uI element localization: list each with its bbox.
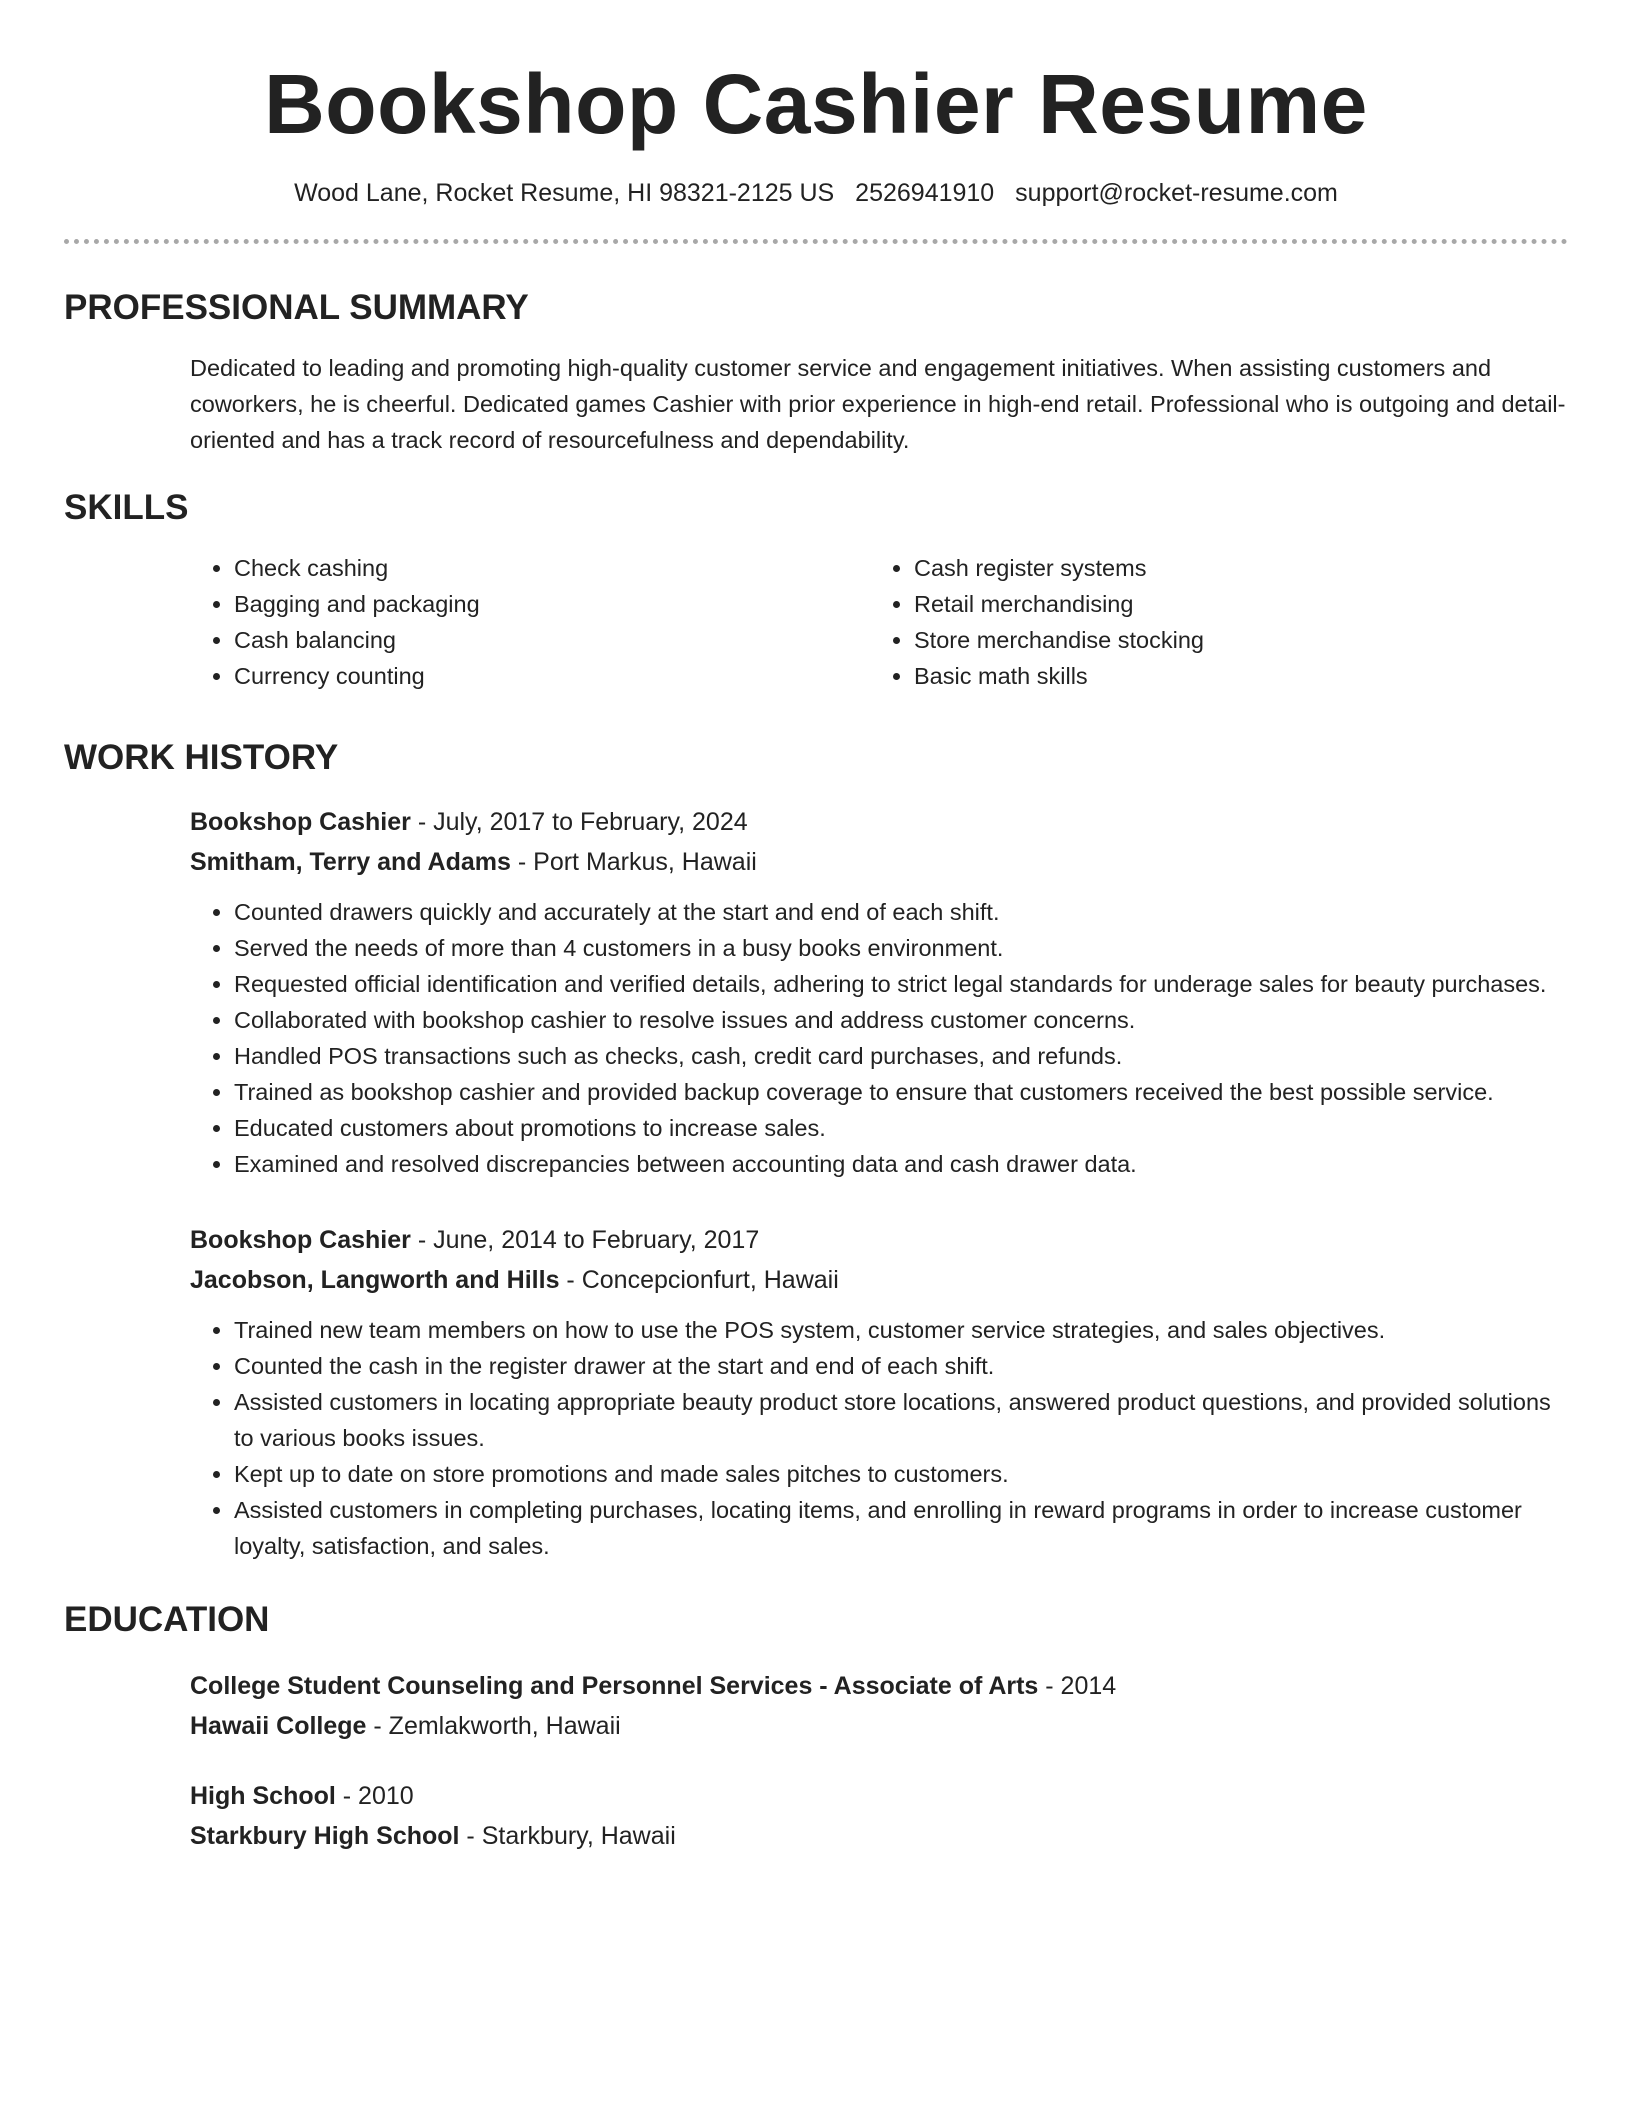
job-title: Bookshop Cashier <box>190 1226 411 1254</box>
skills-column-right <box>870 550 1550 694</box>
skill-item: • Retail merchandising <box>914 586 1550 622</box>
job-bullet: • Educated customers about promotions to increase sales. <box>234 1110 1568 1146</box>
job-bullet: • Collaborated with bookshop cashier to resolve issues and address customer concerns. <box>234 1002 1568 1038</box>
job-bullet: • Kept up to date on store promotions and made sales pitches to customers. <box>234 1456 1568 1492</box>
job-dates: - June, 2014 to February, 2017 <box>410 1226 760 1254</box>
job-bullets <box>190 1312 1568 1564</box>
job-company-line <box>190 842 1568 882</box>
job-bullet: • Assisted customers in locating appropriate beauty product store locations, answered product questions, and provided solutions to various books issues. <box>234 1384 1568 1456</box>
job-company: Smitham, Terry and Adams <box>190 848 511 876</box>
edu-year: - 2014 <box>1038 1672 1117 1700</box>
contact-phone: 2526941910 <box>855 179 995 207</box>
edu-school: Starkbury High School <box>190 1822 460 1850</box>
skill-item: • Cash register systems <box>914 550 1550 586</box>
header-divider <box>64 239 1568 244</box>
edu-degree-line <box>190 1666 1568 1706</box>
summary-heading: PROFESSIONAL SUMMARY <box>64 288 529 327</box>
job-bullet: • Handled POS transactions such as checks, cash, credit card purchases, and refunds. <box>234 1038 1568 1074</box>
edu-school-line <box>190 1816 1568 1856</box>
job-bullets <box>190 894 1568 1182</box>
education-entry <box>190 1776 1568 1856</box>
education-heading: EDUCATION <box>64 1600 270 1639</box>
job-title-line <box>190 1220 1568 1260</box>
job-company-line <box>190 1260 1568 1300</box>
job-bullet: • Assisted customers in completing purchases, locating items, and enrolling in reward programs in order to increase customer loyalty, satisfaction, and sales. <box>234 1492 1568 1564</box>
job-bullet: • Trained as bookshop cashier and provided backup coverage to ensure that customers received the best possible service. <box>234 1074 1568 1110</box>
job-dates: - July, 2017 to February, 2024 <box>410 808 748 836</box>
edu-school-line <box>190 1706 1568 1746</box>
job-title-line <box>190 802 1568 842</box>
job-title: Bookshop Cashier <box>190 808 411 836</box>
skill-item: • Currency counting <box>234 658 870 694</box>
edu-year: - 2010 <box>335 1782 414 1810</box>
skill-item: • Check cashing <box>234 550 870 586</box>
skills-list <box>190 550 1568 694</box>
skill-item: • Basic math skills <box>914 658 1550 694</box>
job-bullet: • Requested official identification and verified details, adhering to strict legal standards for underage sales for beauty purchases. <box>234 966 1568 1002</box>
job-entry <box>190 1220 1568 1564</box>
skill-item: • Bagging and packaging <box>234 586 870 622</box>
summary-text: Dedicated to leading and promoting high-quality customer service and engagement initiatives. When assisting customers and coworkers, he is cheerful. Dedicated games Cashier with prior experience in high-end retail. Professional who is outgoing and detail-oriented and has a track record of resourcefulness and dependability. <box>190 355 1566 453</box>
skills-heading: SKILLS <box>64 488 189 527</box>
job-location: - Concepcionfurt, Hawaii <box>559 1266 839 1294</box>
job-bullet: • Trained new team members on how to use the POS system, customer service strategies, and sales objectives. <box>234 1312 1568 1348</box>
work-heading: WORK HISTORY <box>64 738 339 777</box>
job-company: Jacobson, Langworth and Hills <box>190 1266 560 1294</box>
edu-degree-line <box>190 1776 1568 1816</box>
edu-degree: High School <box>190 1782 336 1810</box>
job-bullet: • Served the needs of more than 4 customers in a busy books environment. <box>234 930 1568 966</box>
job-bullet: • Examined and resolved discrepancies between accounting data and cash drawer data. <box>234 1146 1568 1182</box>
edu-school: Hawaii College <box>190 1712 367 1740</box>
job-bullet: • Counted the cash in the register drawer at the start and end of each shift. <box>234 1348 1568 1384</box>
contact-address: Wood Lane, Rocket Resume, HI 98321-2125 US <box>294 179 835 207</box>
edu-degree: College Student Counseling and Personnel Services - Associate of Arts <box>190 1672 1039 1700</box>
skill-item: • Store merchandise stocking <box>914 622 1550 658</box>
edu-location: - Zemlakworth, Hawaii <box>366 1712 621 1740</box>
skills-column-left <box>190 550 870 694</box>
edu-location: - Starkbury, Hawaii <box>459 1822 676 1850</box>
contact-email: support@rocket-resume.com <box>1015 179 1338 207</box>
contact-line <box>64 176 1568 210</box>
job-location: - Port Markus, Hawaii <box>510 848 757 876</box>
education-entry <box>190 1666 1568 1746</box>
job-entry <box>190 802 1568 1182</box>
resume-title: Bookshop Cashier Resume <box>264 57 1368 151</box>
job-bullet: • Counted drawers quickly and accurately at the start and end of each shift. <box>234 894 1568 930</box>
skill-item: • Cash balancing <box>234 622 870 658</box>
